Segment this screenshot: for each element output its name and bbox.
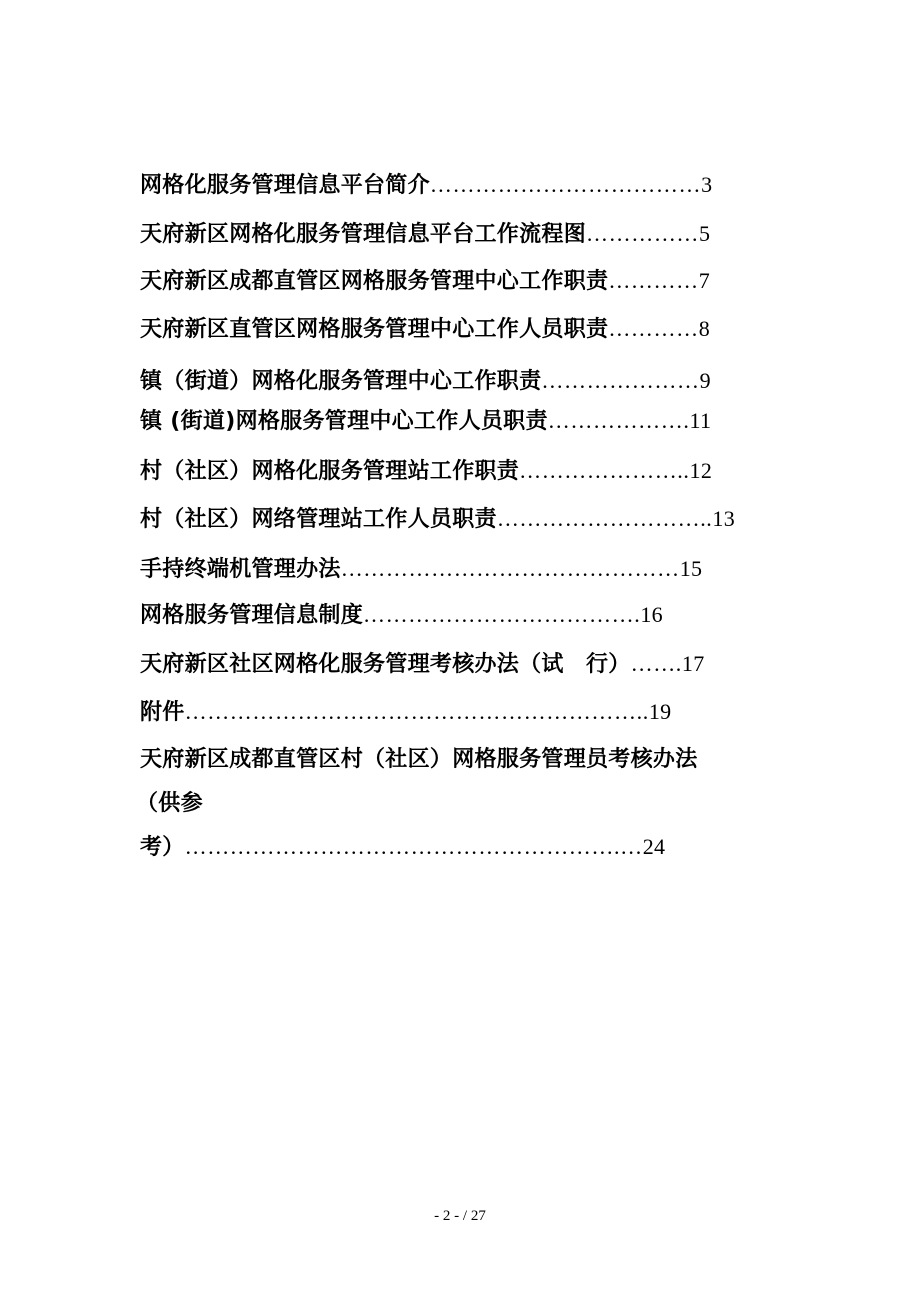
toc-entry-title: 天府新区网格化服务管理信息平台工作流程图	[140, 222, 587, 247]
toc-entry-title: 网格化服务管理信息平台简介	[140, 173, 430, 198]
toc-entry-leader: ……………………………………………………..	[184, 699, 649, 724]
toc-entry-page: 15	[679, 556, 703, 581]
toc-entry-title: （供参	[136, 791, 203, 816]
toc-entry-title: 村（社区）网络管理站工作人员职责	[140, 507, 497, 532]
toc-entry-title: 天府新区成都直管区村（社区）网格服务管理员考核办法	[140, 747, 698, 772]
toc-entry[interactable]	[140, 367, 711, 396]
toc-entry[interactable]	[140, 698, 671, 727]
toc-entry-title: 天府新区成都直管区网格服务管理中心工作职责	[140, 269, 609, 294]
toc-entry-page: 7	[698, 268, 711, 293]
toc-entry-leader: …………	[608, 316, 699, 341]
toc-entry-title: 村（社区）网格化服务管理站工作职责	[140, 459, 520, 484]
toc-entry[interactable]	[140, 505, 735, 534]
toc-entry-leader: ………………………………………	[340, 556, 680, 581]
toc-entry-page: 17	[681, 651, 705, 676]
toc-entry-title: 考）	[140, 835, 185, 860]
toc-entry[interactable]	[140, 457, 712, 486]
toc-entry-page: 3	[701, 172, 713, 197]
toc-entry-leader: ……………	[586, 221, 700, 246]
toc-entry-title: 手持终端机管理办法	[140, 557, 341, 582]
page-number: - 2 - / 27	[434, 1208, 486, 1224]
toc-entry-page: 13	[712, 506, 736, 531]
toc-entry-page: 24	[642, 834, 666, 859]
toc-entry[interactable]	[140, 220, 710, 249]
toc-entry-leader: ………………………..	[496, 506, 713, 531]
toc-entry-leader: ………………………………………………….…	[184, 834, 643, 859]
toc-entry-title: 天府新区社区网格化服务管理考核办法（试 行）	[140, 652, 631, 677]
toc-entry-page: 5	[699, 221, 711, 246]
page-footer	[0, 1208, 920, 1225]
toc-entry-leader: …………………..	[519, 458, 690, 483]
toc-entry[interactable]	[140, 171, 712, 200]
toc-entry-page: 8	[698, 316, 711, 341]
toc-entry-title: 附件	[140, 700, 185, 725]
toc-entry-leader: …………	[608, 268, 699, 293]
toc-entry[interactable]	[140, 267, 710, 296]
toc-entry[interactable]	[140, 555, 702, 584]
toc-entry[interactable]	[140, 601, 663, 630]
toc-entry-title: 镇 (街道)网格服务管理中心工作人员职责	[140, 409, 548, 434]
toc-entry-title: 天府新区直管区网格服务管理中心工作人员职责	[140, 317, 609, 342]
toc-entry-leader: ………………………………	[429, 172, 702, 197]
toc-entry[interactable]	[140, 315, 710, 344]
toc-entry-continuation[interactable]	[136, 790, 203, 818]
toc-entry-leader: ……………………………….	[363, 602, 641, 627]
toc-entry-page: 11	[689, 408, 712, 433]
toc-entry-page: 12	[689, 458, 713, 483]
toc-entry-title: 镇（街道）网格化服务管理中心工作职责	[140, 369, 542, 394]
toc-entry-leader: …….	[630, 651, 682, 676]
toc-entry-continuation[interactable]	[140, 833, 665, 862]
toc-entry[interactable]	[140, 746, 698, 774]
toc-entry-page: 19	[648, 699, 672, 724]
toc-entry-title: 网格服务管理信息制度	[140, 603, 364, 628]
toc-entry[interactable]	[140, 650, 705, 679]
toc-entry-page: 16	[640, 602, 663, 627]
toc-entry-leader: ……………….	[547, 408, 690, 433]
toc-entry-leader: …………………	[541, 368, 700, 393]
toc-entry[interactable]	[140, 407, 711, 436]
toc-entry-page: 9	[699, 368, 711, 393]
